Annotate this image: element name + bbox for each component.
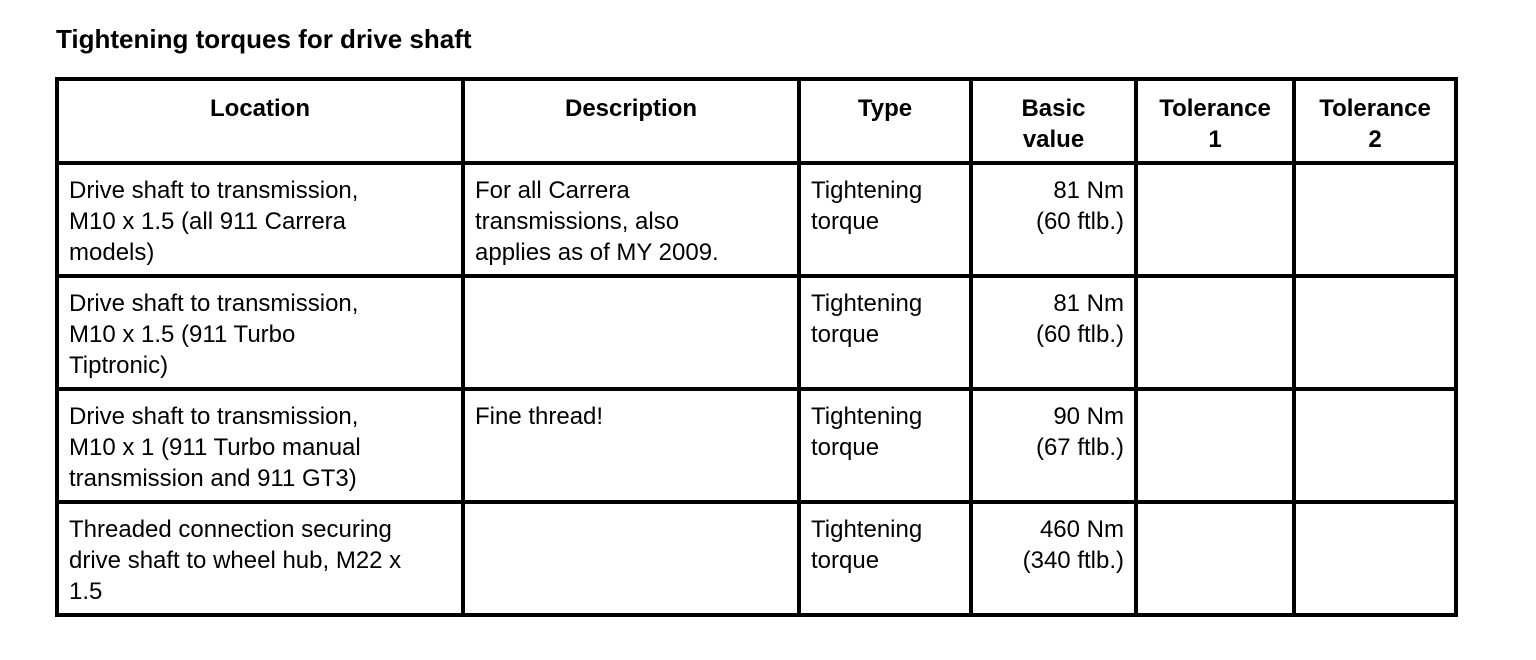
cell-tolerance-1 (1136, 276, 1294, 389)
table-row (57, 502, 1456, 615)
cell-basic-value: 90 Nm (67 ftlb.) (971, 389, 1136, 502)
cell-description: Fine thread! (463, 389, 799, 502)
cell-type: Tightening torque (799, 276, 971, 389)
header-tolerance-2: Tolerance 2 (1294, 79, 1456, 163)
cell-location: Threaded connection securing drive shaft to wheel hub, M22 x 1.5 (57, 502, 463, 615)
header-basic-value: Basic value (971, 79, 1136, 163)
header-tolerance-1: Tolerance 1 (1136, 79, 1294, 163)
cell-description (463, 276, 799, 389)
cell-description: For all Carrera transmissions, also applies as of MY 2009. (463, 163, 799, 276)
cell-description (463, 502, 799, 615)
cell-tolerance-2 (1294, 389, 1456, 502)
cell-basic-value: 81 Nm (60 ftlb.) (971, 276, 1136, 389)
cell-basic-value: 460 Nm (340 ftlb.) (971, 502, 1136, 615)
header-description: Description (463, 79, 799, 163)
table-row (57, 276, 1456, 389)
cell-tolerance-1 (1136, 163, 1294, 276)
torque-table (55, 77, 1458, 617)
document-title: Tightening torques for drive shaft (56, 24, 472, 54)
cell-tolerance-2 (1294, 276, 1456, 389)
cell-location: Drive shaft to transmission, M10 x 1 (911 Turbo manual transmission and 911 GT3) (57, 389, 463, 502)
table-row (57, 163, 1456, 276)
cell-tolerance-1 (1136, 389, 1294, 502)
cell-location: Drive shaft to transmission, M10 x 1.5 (all 911 Carrera models) (57, 163, 463, 276)
table-header-row (57, 79, 1456, 163)
table-row (57, 389, 1456, 502)
cell-type: Tightening torque (799, 163, 971, 276)
cell-tolerance-1 (1136, 502, 1294, 615)
cell-type: Tightening torque (799, 502, 971, 615)
cell-location: Drive shaft to transmission, M10 x 1.5 (911 Turbo Tiptronic) (57, 276, 463, 389)
cell-basic-value: 81 Nm (60 ftlb.) (971, 163, 1136, 276)
cell-tolerance-2 (1294, 502, 1456, 615)
header-type: Type (799, 79, 971, 163)
cell-type: Tightening torque (799, 389, 971, 502)
cell-tolerance-2 (1294, 163, 1456, 276)
header-location: Location (57, 79, 463, 163)
